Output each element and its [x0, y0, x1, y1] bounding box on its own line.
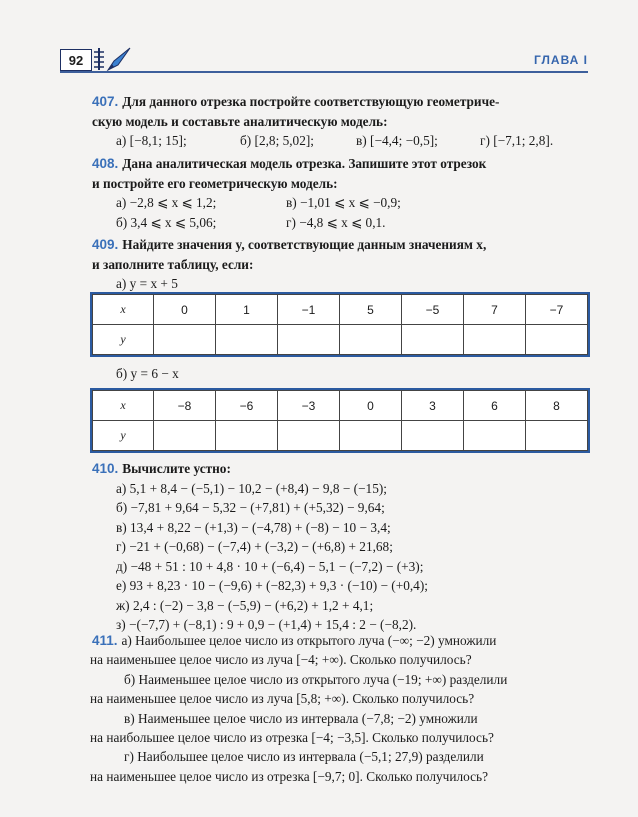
exercise-text: и заполните таблицу, если:: [92, 256, 254, 272]
pencil-icon: [106, 47, 132, 71]
table-cell-empty: [216, 325, 278, 355]
exercise-409-b: [92, 364, 588, 384]
expression-v: в) 13,4 + 8,22 − (+1,3) − (−4,78) + (−8) − 10 − 3,4;: [116, 519, 391, 535]
option-v: в) [−4,4; −0,5];: [356, 133, 438, 148]
exercise-text: б) Наименьшее целое число из открытого луча (−19; +∞) разделили: [124, 671, 508, 687]
table-row-y: [93, 421, 588, 451]
chapter-title: ГЛАВА I: [534, 53, 588, 67]
exercise-407: [92, 92, 588, 151]
equation-a: а) y = x + 5: [116, 276, 178, 291]
exercise-text: Для данного отрезка постройте соответствующую геометриче-: [122, 94, 500, 109]
table-cell: −6: [216, 391, 278, 421]
exercise-408: [92, 154, 588, 232]
exercise-options: [92, 131, 588, 151]
expression-zh: ж) 2,4 : (−2) − 3,8 − (−5,9) − (+6,2) + 1,2 + 4,1;: [116, 597, 374, 613]
equation-b: б) y = 6 − x: [116, 366, 179, 381]
exercise-text: а) Наибольшее целое число из открытого луча (−∞; −2) умножили: [121, 633, 497, 648]
ruler-icon: [93, 48, 105, 70]
exercise-text: на наименьшее целое число из луча [5,8; +∞). Сколько получилось?: [90, 691, 475, 707]
option-g: г) [−7,1; 2,8].: [480, 133, 554, 148]
option-a: а) −2,8 ⩽ x ⩽ 1,2;: [116, 195, 217, 210]
table-row-y: [93, 325, 588, 355]
expression-d: д) −48 + 51 : 10 + 4,8 · 10 + (−6,4) − 5,1 − (−7,2) − (+3);: [116, 558, 424, 574]
table-a: [92, 294, 588, 355]
exercise-text: Найдите значения y, соответствующие данным значениям x,: [122, 237, 487, 252]
table-header-y: y: [93, 421, 154, 451]
exercise-number: 411.: [92, 633, 118, 648]
exercise-number: 408.: [92, 156, 119, 171]
table-cell: −3: [278, 391, 340, 421]
table-cell: 7: [464, 295, 526, 325]
expression-z: з) −(−7,7) + (−8,1) : 9 + 0,9 − (+1,4) + 15,4 : 2 − (−8,2).: [116, 617, 417, 632]
table-b: [92, 390, 588, 451]
table-cell: 0: [154, 295, 216, 325]
exercise-text: в) Наименьшее целое число из интервала (−7,8; −2) умножили: [124, 710, 478, 726]
table-cell: −7: [526, 295, 588, 325]
exercise-text: на наибольшее целое число из отрезка [−4; −3,5]. Сколько получилось?: [90, 730, 494, 746]
option-a: а) [−8,1; 15];: [116, 133, 187, 148]
table-cell: 0: [340, 391, 402, 421]
table-cell: 3: [402, 391, 464, 421]
table-cell-empty: [278, 421, 340, 451]
option-g: г) −4,8 ⩽ x ⩽ 0,1.: [286, 214, 386, 230]
exercise-text: скую модель и составьте аналитическую модель:: [92, 113, 388, 129]
table-cell: −8: [154, 391, 216, 421]
table-header-x: x: [93, 391, 154, 421]
table-cell-empty: [464, 421, 526, 451]
exercise-text: Вычислите устно:: [122, 461, 231, 476]
table-header-x: x: [93, 295, 154, 325]
table-cell-empty: [340, 421, 402, 451]
exercise-text: на наименьшее целое число из луча [−4; +∞). Сколько получилось?: [90, 652, 472, 668]
table-cell-empty: [216, 421, 278, 451]
table-cell-empty: [464, 325, 526, 355]
table-cell: 6: [464, 391, 526, 421]
table-row-x: [93, 295, 588, 325]
table-cell-empty: [154, 421, 216, 451]
table-cell: 1: [216, 295, 278, 325]
header-rule: [60, 71, 588, 73]
table-cell: −1: [278, 295, 340, 325]
expression-e: е) 93 + 8,23 · 10 − (−9,6) + (−82,3) + 9,3 · (−10) − (+0,4);: [116, 578, 428, 593]
option-v: в) −1,01 ⩽ x ⩽ −0,9;: [286, 195, 401, 210]
expression-a: а) 5,1 + 8,4 − (−5,1) − 10,2 − (+8,4) − 9,8 − (−15);: [116, 480, 387, 496]
exercise-text: на наименьшее целое число из отрезка [−9,7; 0]. Сколько получилось?: [90, 768, 488, 784]
exercise-options: [92, 193, 588, 232]
exercise-number: 407.: [92, 94, 119, 109]
exercise-409: [92, 235, 588, 294]
exercise-number: 410.: [92, 461, 119, 476]
page-number: 92: [60, 49, 92, 71]
page-header: [60, 47, 588, 73]
table-row-x: [93, 391, 588, 421]
expression-b: б) −7,81 + 9,64 − 5,32 − (+7,81) + (+5,32) − 9,64;: [116, 500, 385, 515]
table-cell-empty: [402, 325, 464, 355]
table-cell-empty: [340, 325, 402, 355]
table-cell-empty: [278, 325, 340, 355]
exercise-text: и постройте его геометрическую модель:: [92, 175, 338, 191]
table-cell: 5: [340, 295, 402, 325]
option-b: б) 3,4 ⩽ x ⩽ 5,06;: [116, 214, 217, 230]
table-cell-empty: [526, 325, 588, 355]
table-cell-empty: [526, 421, 588, 451]
exercise-text: Дана аналитическая модель отрезка. Запишите этот отрезок: [122, 156, 487, 171]
exercise-410: [92, 459, 588, 635]
exercise-number: 409.: [92, 237, 119, 252]
table-cell-empty: [402, 421, 464, 451]
table-header-y: y: [93, 325, 154, 355]
table-cell: 8: [526, 391, 588, 421]
exercise-411: [92, 631, 588, 786]
table-cell-empty: [154, 325, 216, 355]
option-b: б) [2,8; 5,02];: [240, 133, 314, 148]
exercise-text: г) Наибольшее целое число из интервала (−5,1; 27,9) разделили: [124, 749, 484, 765]
expression-g: г) −21 + (−0,68) − (−7,4) + (−3,2) − (+6,8) + 21,68;: [116, 539, 393, 554]
table-cell: −5: [402, 295, 464, 325]
